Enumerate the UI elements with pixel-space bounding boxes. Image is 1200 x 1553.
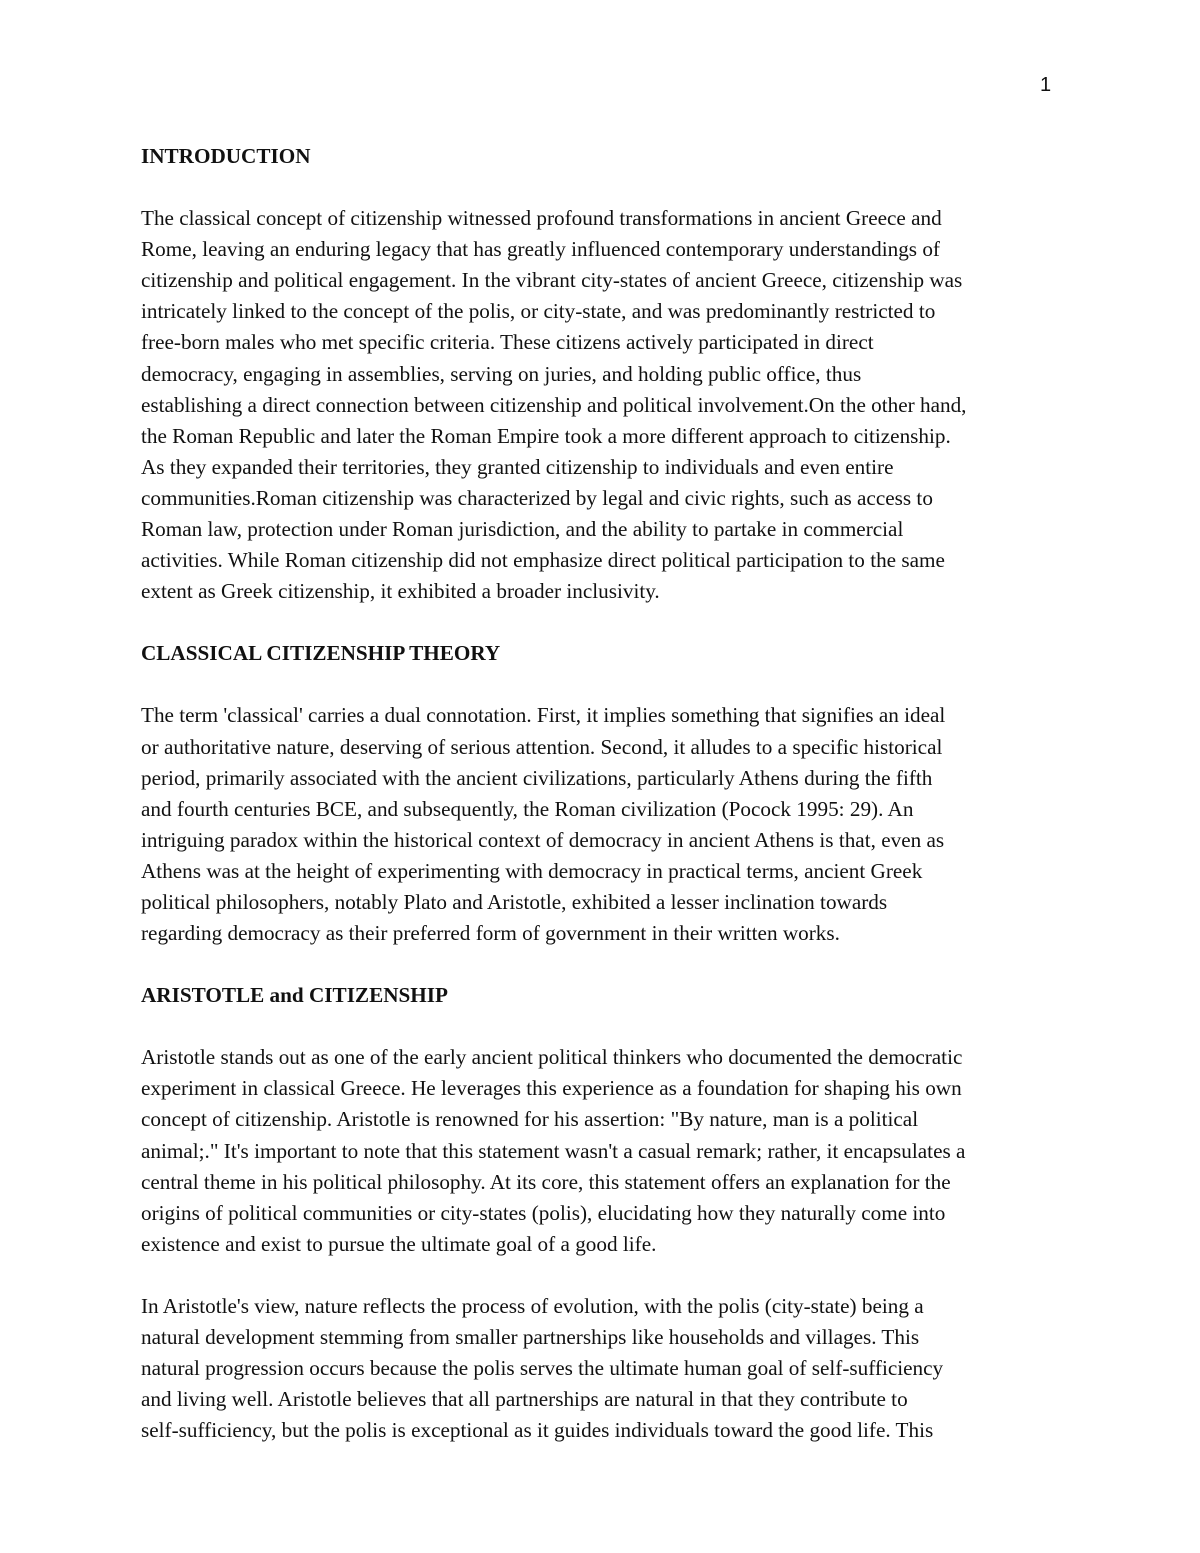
- text-line: period, primarily associated with the ancient civilizations, particularly Athens during the fifth: [141, 765, 933, 790]
- text-line: citizenship and political engagement. In the vibrant city-states of ancient Greece, citizenship was: [141, 268, 963, 293]
- heading-aristotle-and-citizenship: ARISTOTLE and CITIZENSHIP: [141, 983, 448, 1008]
- text-line: In Aristotle's view, nature reflects the process of evolution, with the polis (city-state) being a: [141, 1293, 924, 1318]
- text-line: extent as Greek citizenship, it exhibited a broader inclusivity.: [141, 579, 660, 604]
- paragraph-introduction: [141, 203, 1066, 607]
- text-line: political philosophers, notably Plato and Aristotle, exhibited a lesser inclination towards: [141, 889, 888, 914]
- text-line: origins of political communities or city-states (polis), elucidating how they naturally come into: [141, 1200, 946, 1225]
- text-line: central theme in his political philosophy. At its core, this statement offers an explanation for the: [141, 1169, 951, 1194]
- text-line: intricately linked to the concept of the polis, or city-state, and was predominantly restricted to: [141, 299, 936, 324]
- text-line: or authoritative nature, deserving of serious attention. Second, it alludes to a specific historical: [141, 734, 943, 759]
- text-line: communities.Roman citizenship was characterized by legal and civic rights, such as access to: [141, 485, 933, 510]
- text-line: The classical concept of citizenship witnessed profound transformations in ancient Greece and: [141, 206, 942, 231]
- text-line: Athens was at the height of experimenting with democracy in practical terms, ancient Greek: [141, 858, 923, 883]
- text-line: concept of citizenship. Aristotle is renowned for his assertion: "By nature, man is a political: [141, 1107, 919, 1132]
- text-line: regarding democracy as their preferred form of government in their written works.: [141, 921, 840, 946]
- text-line: and fourth centuries BCE, and subsequently, the Roman civilization (Pocock 1995: 29). An: [141, 796, 914, 821]
- text-line: natural development stemming from smaller partnerships like households and villages. This: [141, 1325, 920, 1349]
- text-line: the Roman Republic and later the Roman Empire took a more different approach to citizenship.: [141, 423, 951, 448]
- text-line: Roman law, protection under Roman jurisdiction, and the ability to partake in commercial: [141, 517, 904, 542]
- text-line: establishing a direct connection between citizenship and political involvement.On the other hand,: [141, 392, 967, 417]
- text-line: As they expanded their territories, they granted citizenship to individuals and even entire: [141, 454, 894, 479]
- text-line: existence and exist to pursue the ultimate goal of a good life.: [141, 1231, 657, 1256]
- paragraph-aristotle-2: [141, 1291, 1066, 1446]
- heading-classical-citizenship-theory: CLASSICAL CITIZENSHIP THEORY: [141, 641, 501, 666]
- text-line: free-born males who met specific criteria. These citizens actively participated in direct: [141, 330, 874, 355]
- text-line: self-sufficiency, but the polis is exceptional as it guides individuals toward the good life. This: [141, 1418, 934, 1443]
- text-line: democracy, engaging in assemblies, serving on juries, and holding public office, thus: [141, 361, 862, 386]
- text-line: natural progression occurs because the polis serves the ultimate human goal of self-sufficiency: [141, 1356, 944, 1381]
- text-line: activities. While Roman citizenship did not emphasize direct political participation to the same: [141, 548, 945, 573]
- paragraph-classical-citizenship: [141, 700, 1066, 949]
- heading-introduction: INTRODUCTION: [141, 144, 311, 168]
- text-line: Rome, leaving an enduring legacy that has greatly influenced contemporary understandings of: [141, 237, 940, 262]
- text-line: and living well. Aristotle believes that all partnerships are natural in that they contribute to: [141, 1387, 908, 1412]
- page-number: 1: [1040, 74, 1052, 96]
- document-body: [141, 141, 1066, 1477]
- text-line: Aristotle stands out as one of the early ancient political thinkers who documented the democratic: [141, 1045, 963, 1070]
- text-line: The term 'classical' carries a dual connotation. First, it implies something that signifies an ideal: [141, 703, 946, 728]
- paragraph-aristotle-1: [141, 1042, 1066, 1260]
- text-line: intriguing paradox within the historical context of democracy in ancient Athens is that, even as: [141, 827, 945, 852]
- text-line: animal;." It's important to note that this statement wasn't a casual remark; rather, it encapsulates a: [141, 1138, 966, 1163]
- text-line: experiment in classical Greece. He leverages this experience as a foundation for shaping his own: [141, 1076, 962, 1101]
